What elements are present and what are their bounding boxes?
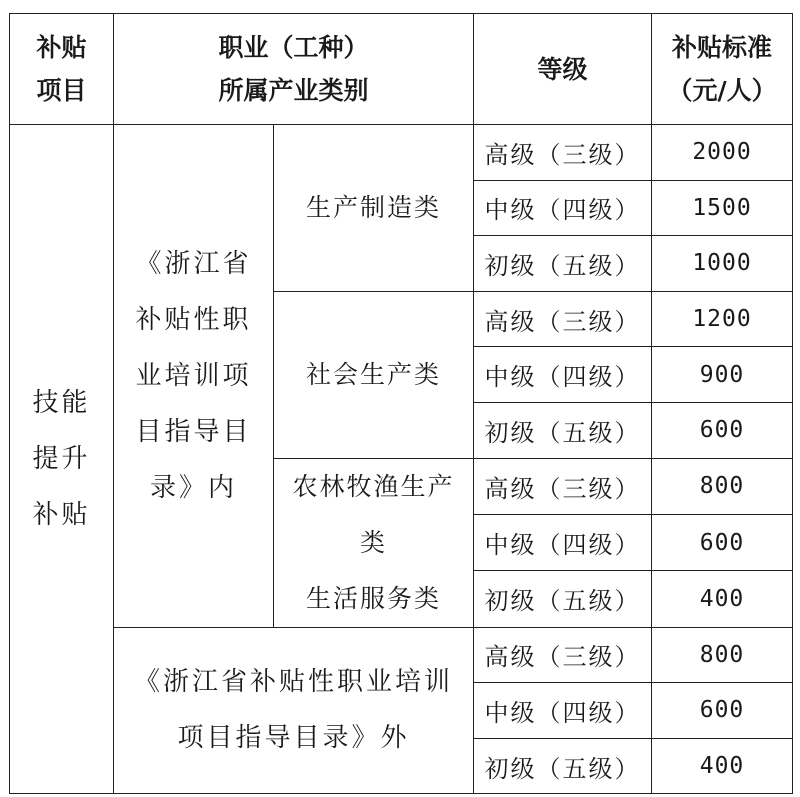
amount-cell: 900 — [652, 347, 793, 403]
header-occupation-line1: 职业（工种） — [218, 33, 369, 62]
level-junior: 初级（五级） — [474, 571, 652, 627]
header-subsidy-item-line1: 补贴 — [36, 33, 87, 62]
out-catalog-line2: 项目指导目录》外 — [177, 723, 410, 754]
category-agri-line2: 类 — [360, 527, 388, 557]
level-junior: 初级（五级） — [474, 402, 652, 458]
header-level: 等级 — [474, 14, 652, 125]
category-agri-line1: 农林牧渔生产 — [292, 471, 455, 501]
header-standard-line2: （元/人） — [667, 76, 777, 105]
header-occupation-category — [114, 14, 474, 125]
table-row — [10, 125, 793, 181]
level-senior: 高级（三级） — [474, 291, 652, 347]
level-intermediate: 中级（四级） — [474, 347, 652, 403]
amount-cell: 1500 — [652, 180, 793, 236]
level-intermediate: 中级（四级） — [474, 683, 652, 739]
amount-cell: 1000 — [652, 236, 793, 292]
in-catalog-line5: 录》内 — [149, 472, 237, 503]
project-skill-upgrade-cell — [10, 125, 114, 794]
out-catalog-line1: 《浙江省补贴性职业培训 — [134, 667, 454, 698]
amount-cell: 600 — [652, 683, 793, 739]
header-subsidy-item-line2: 项目 — [36, 76, 87, 105]
category-agri-life-services — [274, 458, 474, 627]
project-line3: 补贴 — [32, 500, 91, 531]
level-senior: 高级（三级） — [474, 627, 652, 683]
project-line2: 提升 — [32, 444, 91, 475]
amount-cell: 2000 — [652, 125, 793, 181]
level-senior: 高级（三级） — [474, 125, 652, 181]
table-row — [10, 627, 793, 683]
category-social: 社会生产类 — [274, 291, 474, 458]
in-catalog-line1: 《浙江省 — [135, 248, 252, 279]
header-row — [10, 14, 793, 125]
header-subsidy-item — [10, 14, 114, 125]
level-intermediate: 中级（四级） — [474, 180, 652, 236]
category-manufacturing: 生产制造类 — [274, 125, 474, 292]
level-senior: 高级（三级） — [474, 458, 652, 514]
header-subsidy-standard — [652, 14, 793, 125]
in-catalog-line4: 目指导目 — [135, 416, 252, 447]
amount-cell: 600 — [652, 402, 793, 458]
category-life-services: 生活服务类 — [306, 583, 442, 613]
in-catalog-line3: 业培训项 — [135, 360, 252, 391]
amount-cell: 800 — [652, 627, 793, 683]
project-line1: 技能 — [32, 388, 91, 419]
in-catalog-line2: 补贴性职 — [135, 304, 252, 335]
level-junior: 初级（五级） — [474, 738, 652, 794]
amount-cell: 800 — [652, 458, 793, 514]
amount-cell: 600 — [652, 514, 793, 570]
subsidy-standard-table — [9, 13, 793, 794]
in-catalog-cell — [114, 125, 274, 628]
amount-cell: 400 — [652, 571, 793, 627]
level-junior: 初级（五级） — [474, 236, 652, 292]
header-standard-line1: 补贴标准 — [672, 33, 773, 62]
header-occupation-line2: 所属产业类别 — [218, 76, 369, 105]
amount-cell: 1200 — [652, 291, 793, 347]
out-catalog-cell — [114, 627, 474, 794]
amount-cell: 400 — [652, 738, 793, 794]
level-intermediate: 中级（四级） — [474, 514, 652, 570]
